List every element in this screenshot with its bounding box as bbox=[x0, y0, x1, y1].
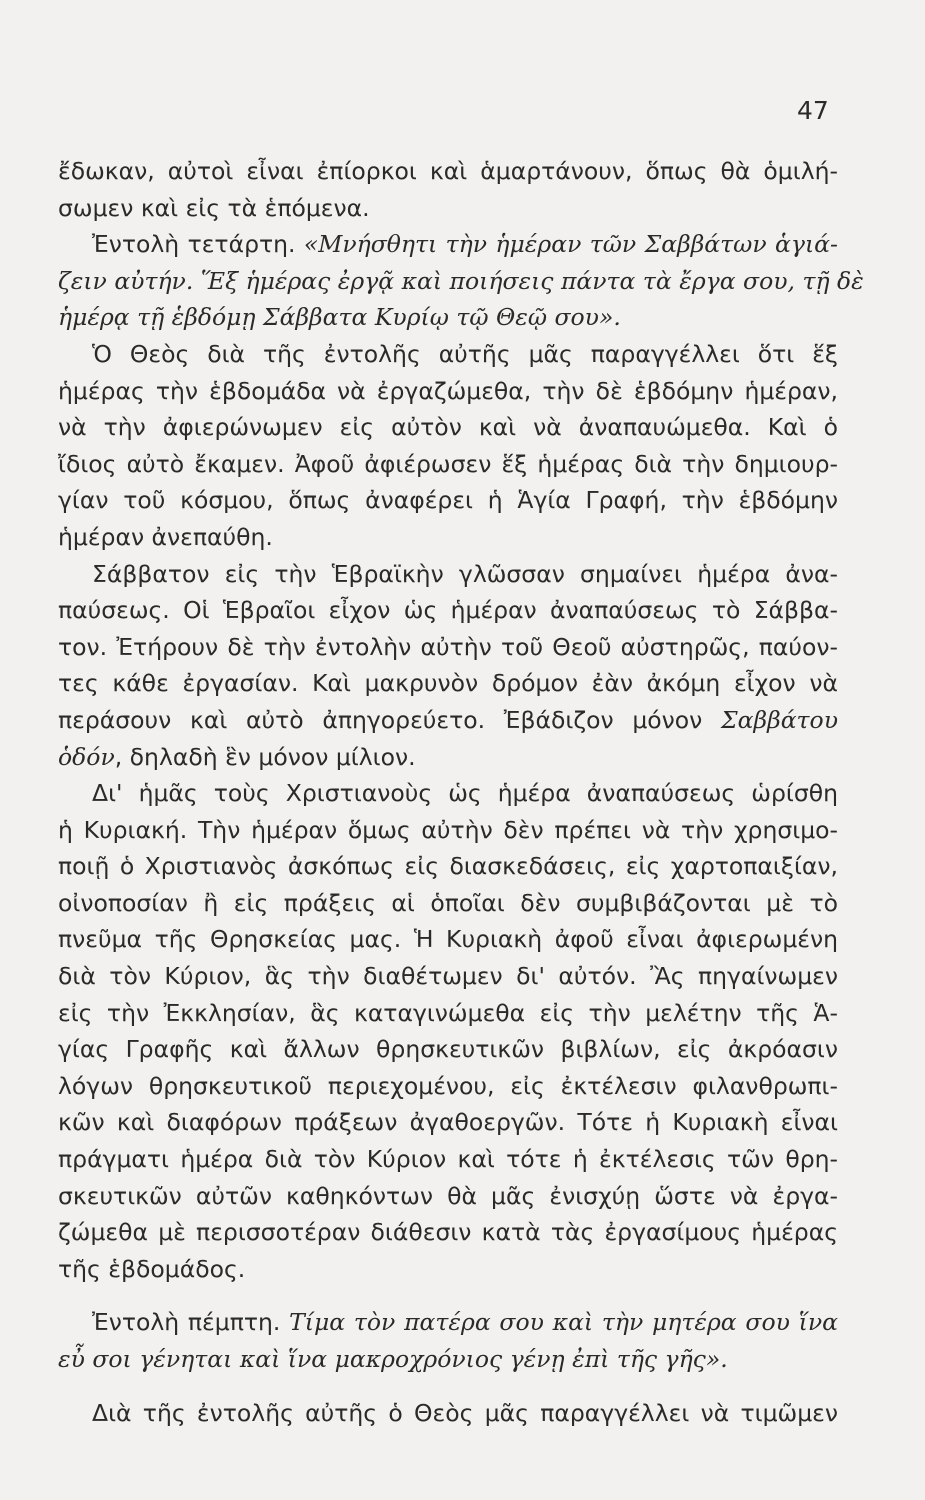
text-line: τον. Ἐτήρουν δὲ τὴν ἐντολὴν αὐτὴν τοῦ Θεοῦ αὐστηρῶς, παύον- bbox=[58, 632, 838, 661]
quote-text: ἡμέρᾳ τῇ ἑβδόμῃ Σάββατα Κυρίῳ τῷ Θεῷ σου». bbox=[58, 303, 621, 332]
page-number: 47 bbox=[797, 96, 829, 125]
quote-text: ζειν αὐτήν. Ἕξ ἡμέρας ἐργᾷ καὶ ποιήσεις πάντα τὰ ἔργα σου, τῇ δὲ bbox=[58, 266, 864, 295]
text-line: ἡμέρας τὴν ἑβδομάδα νὰ ἐργαζώμεθα, τὴν δὲ ἑβδόμην ἡμέραν, bbox=[58, 376, 838, 405]
text-line: νὰ τὴν ἀφιερώνωμεν εἰς αὐτὸν καὶ νὰ ἀναπαυώμεθα. Καὶ ὁ bbox=[58, 413, 838, 442]
quote-text: Τίμα τὸν πατέρα σου καὶ τὴν μητέρα σου ἵνα bbox=[289, 1308, 838, 1337]
text-line: ἔδωκαν, αὐτοὶ εἶναι ἐπίορκοι καὶ ἁμαρτάνουν, ὅπως θὰ ὁμιλή- bbox=[58, 157, 838, 185]
quote-text: εὖ σοι γένηται καὶ ἵνα μακροχρόνιος γένῃ ἐπὶ τῆς γῆς». bbox=[58, 1345, 728, 1373]
text-line: ἡ Κυριακή. Τὴν ἡμέραν ὅμως αὐτὴν δὲν πρέπει νὰ τὴν χρησιμο- bbox=[58, 815, 838, 844]
text-line: παύσεως. Οἱ Ἑβραῖοι εἶχον ὡς ἡμέραν ἀναπαύσεως τὸ Σάββα- bbox=[58, 596, 838, 625]
text-line: κῶν καὶ διαφόρων πράξεων ἀγαθοεργῶν. Τότε ἡ Κυριακὴ εἶναι bbox=[58, 1108, 838, 1137]
text-line: εἰς τὴν Ἐκκλησίαν, ἃς καταγινώμεθα εἰς τὴν μελέτην τῆς Ἁ- bbox=[58, 998, 838, 1027]
text-line: Ὁ Θεὸς διὰ τῆς ἐντολῆς αὐτῆς μᾶς παραγγέλλει ὅτι ἕξ bbox=[92, 339, 838, 368]
text-line: πνεῦμα τῆς Θρησκείας μας. Ἡ Κυριακὴ ἀφοῦ εἶναι ἀφιερωμένη bbox=[58, 925, 838, 954]
text-line: περάσουν καὶ αὐτὸ ἀπηγορεύετο. Ἐβάδιζον μόνον Σαββάτου bbox=[58, 705, 838, 734]
text-line: σωμεν καὶ εἰς τὰ ἑπόμενα. bbox=[58, 193, 370, 222]
text-line: Διὰ τῆς ἐντολῆς αὐτῆς ὁ Θεὸς μᾶς παραγγέλλει νὰ τιμῶμεν bbox=[92, 1398, 838, 1427]
text-line: ζώμεθα μὲ περισσοτέραν διάθεσιν κατὰ τὰς ἐργασίμους ἡμέρας bbox=[58, 1218, 838, 1247]
text-line: Σάββατον εἰς τὴν Ἑβραϊκὴν γλῶσσαν σημαίνει ἡμέρα ἀνα- bbox=[92, 559, 838, 588]
document-body bbox=[58, 153, 864, 1431]
text-line: Δι' ἡμᾶς τοὺς Χριστιανοὺς ὡς ἡμέρα ἀναπαύσεως ὡρίσθη bbox=[92, 779, 838, 808]
quote-text: «Μνήσθητι τὴν ἡμέραν τῶν Σαββάτων ἁγιά- bbox=[303, 230, 838, 259]
text-line: ὁδόν, δηλαδὴ ἓν μόνον μίλιον. bbox=[58, 742, 416, 771]
text-line: οἰνοποσίαν ἢ εἰς πράξεις αἱ ὁποῖαι δὲν συμβιβάζονται μὲ τὸ bbox=[58, 888, 838, 917]
text-line: τῆς ἑβδομάδος. bbox=[58, 1254, 246, 1283]
text-line: σκευτικῶν αὐτῶν καθηκόντων θὰ μᾶς ἐνισχύῃ ὥστε νὰ ἐργα- bbox=[58, 1181, 838, 1210]
text-line: ἡμέραν ἀνεπαύθη. bbox=[58, 522, 273, 551]
text-line: ποιῇ ὁ Χριστιανὸς ἀσκόπως εἰς διασκεδάσεις, εἰς χαρτοπαιξίαν, bbox=[58, 852, 838, 881]
text-line: ἴδιος αὐτὸ ἔκαμεν. Ἀφοῦ ἀφιέρωσεν ἕξ ἡμέρας διὰ τὴν δημιουρ- bbox=[58, 449, 838, 478]
text-line: Ἐντολὴ πέμπτη. Τίμα τὸν πατέρα σου καὶ τὴν μητέρα σου ἵνα bbox=[92, 1308, 838, 1337]
italic-text: Σαββάτου bbox=[721, 705, 838, 734]
text-line: γίαν τοῦ κόσμου, ὅπως ἀναφέρει ἡ Ἁγία Γραφή, τὴν ἑβδόμην bbox=[58, 486, 838, 515]
text-line: γίας Γραφῆς καὶ ἄλλων θρησκευτικῶν βιβλίων, εἰς ἀκρόασιν bbox=[58, 1035, 838, 1064]
text-line: τες κάθε ἐργασίαν. Καὶ μακρυνὸν δρόμον ἐὰν ἀκόμη εἶχον νὰ bbox=[58, 669, 838, 698]
text-line: λόγων θρησκευτικοῦ περιεχομένου, εἰς ἐκτέλεσιν φιλανθρωπι- bbox=[58, 1071, 838, 1100]
text-line: Ἐντολὴ τετάρτη. «Μνήσθητι τὴν ἡμέραν τῶν Σαββάτων ἁγιά- bbox=[92, 230, 838, 259]
text-line: διὰ τὸν Κύριον, ἃς τὴν διαθέτωμεν δι' αὐτόν. Ἂς πηγαίνωμεν bbox=[58, 962, 838, 991]
text-line: πράγματι ἡμέρα διὰ τὸν Κύριον καὶ τότε ἡ ἐκτέλεσις τῶν θρη- bbox=[58, 1145, 838, 1174]
italic-text: ὁδόν bbox=[58, 742, 115, 771]
